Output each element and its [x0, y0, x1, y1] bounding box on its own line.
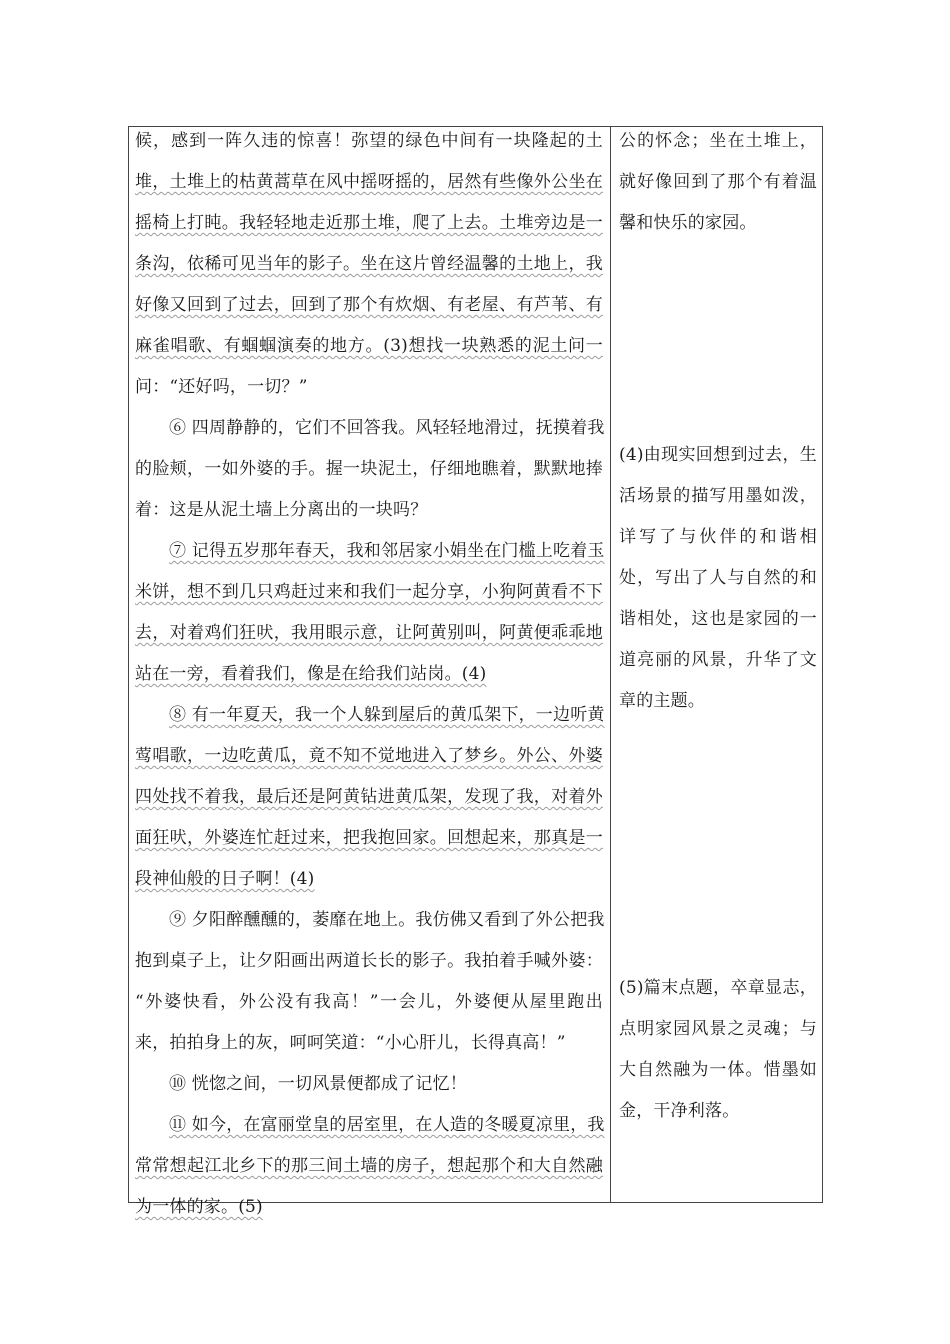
annotation-line: 就好像回到了那个有着温	[619, 172, 817, 192]
essay-line: 去，对着鸡们狂吠，我用眼示意，让阿黄别叫，阿黄便乖乖地	[135, 623, 603, 643]
essay-paragraph-start: ⑩ 恍惚之间，一切风景便都成了记忆！	[169, 1074, 468, 1094]
annotation-line: 章的主题。	[619, 691, 705, 711]
annotation-line: (4)由现实回想到过去，生	[619, 445, 817, 465]
essay-line: 候，感到一阵久违的惊喜！弥望的绿色中间有一块隆起的土	[135, 131, 603, 151]
annotation-line: 道亮丽的风景，升华了文	[619, 650, 817, 670]
column-divider	[610, 126, 611, 1203]
essay-paragraph-start: ⑦ 记得五岁那年春天，我和邻居家小娟坐在门槛上吃着玉	[169, 541, 605, 561]
annotation-line: 大自然融为一体。惜墨如	[619, 1060, 817, 1080]
essay-line: 面狂吠，外婆连忙赶过来，把我抱回家。回想起来，那真是一	[135, 828, 603, 848]
annotation-line: 活场景的描写用墨如泼，	[619, 486, 817, 506]
essay-paragraph-start: ⑧ 有一年夏天，我一个人躲到屋后的黄瓜架下，一边听黄	[169, 705, 605, 725]
essay-line: “外婆快看，外公没有我高！”一会儿，外婆便从屋里跑出	[135, 992, 603, 1012]
essay-line: 段神仙般的日子啊！(4)	[135, 869, 315, 889]
annotation-line: (5)篇末点题，卒章显志，	[619, 978, 817, 998]
essay-line: 麻雀唱歌、有蝈蝈演奏的地方。(3)想找一块熟悉的泥土问一	[135, 336, 603, 356]
essay-paragraph-start: ⑨ 夕阳醉醺醺的，萎靡在地上。我仿佛又看到了外公把我	[169, 910, 605, 930]
essay-line: 四处找不着我，最后还是阿黄钻进黄瓜架，发现了我，对着外	[135, 787, 603, 807]
essay-line: 来，拍拍身上的灰，呵呵笑道：“小心肝儿，长得真高！”	[135, 1033, 566, 1053]
essay-line: 的脸颊，一如外婆的手。握一块泥土，仔细地瞧着，默默地捧	[135, 459, 603, 479]
essay-line: 为一体的家。(5)	[135, 1197, 263, 1217]
annotation-line: 详写了与伙伴的和谐相	[619, 527, 817, 547]
essay-line: 莺唱歌，一边吃黄瓜，竟不知不觉地进入了梦乡。外公、外婆	[135, 746, 603, 766]
essay-line: 条沟，依稀可见当年的影子。坐在这片曾经温馨的土地上，我	[135, 254, 603, 274]
essay-line: 好像又回到了过去，回到了那个有炊烟、有老屋、有芦苇、有	[135, 295, 603, 315]
essay-paragraph-start: ⑪ 如今，在富丽堂皇的居室里，在人造的冬暖夏凉里，我	[169, 1115, 605, 1135]
essay-line: 堆，土堆上的枯黄蒿草在风中摇呀摇的，居然有些像外公坐在	[135, 172, 603, 192]
essay-line: 问：“还好吗，一切？”	[135, 377, 308, 397]
annotation-line: 点明家园风景之灵魂；与	[619, 1019, 817, 1039]
essay-line: 摇椅上打盹。我轻轻地走近那土堆，爬了上去。土堆旁边是一	[135, 213, 603, 233]
essay-line: 米饼，想不到几只鸡赶过来和我们一起分享，小狗阿黄看不下	[135, 582, 603, 602]
essay-line: 着：这是从泥土墙上分离出的一块吗？	[135, 500, 428, 520]
annotation-line: 公的怀念；坐在土堆上，	[619, 131, 817, 151]
annotation-line: 馨和快乐的家园。	[619, 213, 757, 233]
essay-line: 抱到桌子上，让夕阳画出两道长长的影子。我拍着手喊外婆：	[135, 951, 603, 971]
annotation-line: 金，干净利落。	[619, 1101, 740, 1121]
annotation-line: 谐相处，这也是家园的一	[619, 609, 817, 629]
essay-line: 站在一旁，看着我们，像是在给我们站岗。(4)	[135, 664, 487, 684]
annotation-line: 处，写出了人与自然的和	[619, 568, 817, 588]
essay-line: 常常想起江北乡下的那三间土墙的房子，想起那个和大自然融	[135, 1156, 603, 1176]
essay-paragraph-start: ⑥ 四周静静的，它们不回答我。风轻轻地滑过，抚摸着我	[169, 418, 605, 438]
